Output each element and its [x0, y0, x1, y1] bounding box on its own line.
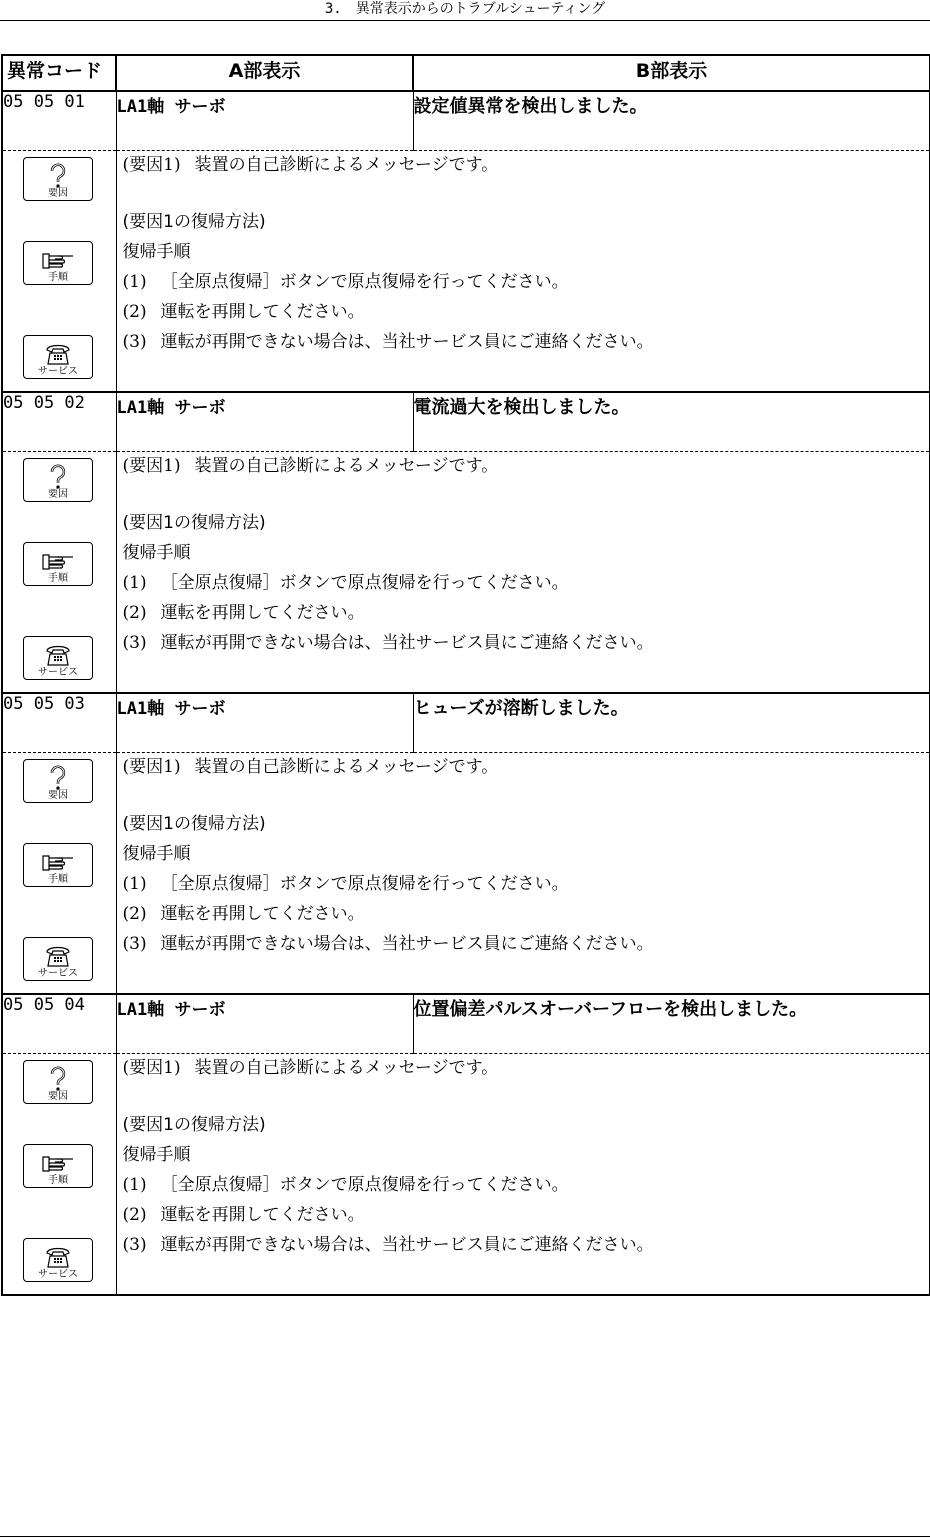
detail-text — [116, 1054, 930, 1296]
procedure-icon-label: 手順 — [48, 1175, 68, 1186]
procedure-heading: 復帰手順 — [122, 242, 191, 262]
icon-column — [2, 452, 116, 694]
detail-row — [2, 452, 930, 694]
detail-text — [116, 753, 930, 995]
step-1: (1) ［全原点復帰］ボタンで原点復帰を行ってください。 — [122, 573, 569, 593]
step-2: (2) 運転を再開してください。 — [122, 603, 365, 623]
b-display: 位置偏差パルスオーバーフローを検出しました。 — [413, 994, 930, 1054]
procedure-icon — [23, 542, 93, 586]
detail-text — [116, 452, 930, 694]
cause-icon — [23, 157, 93, 201]
icon-column — [2, 1054, 116, 1296]
procedure-icon-label: 手順 — [48, 573, 68, 584]
cause-icon-label: 要因 — [48, 790, 68, 801]
step-2: (2) 運転を再開してください。 — [122, 1205, 365, 1225]
service-icon-label: サービス — [38, 667, 78, 678]
icon-column — [2, 151, 116, 393]
service-icon — [23, 1238, 93, 1282]
procedure-icon — [23, 843, 93, 887]
step-1: (1) ［全原点復帰］ボタンで原点復帰を行ってください。 — [122, 1175, 569, 1195]
cause-line: (要因1) 装置の自己診断によるメッセージです。 — [122, 456, 499, 476]
step-2: (2) 運転を再開してください。 — [122, 904, 365, 924]
step-1: (1) ［全原点復帰］ボタンで原点復帰を行ってください。 — [122, 272, 569, 292]
step-3: (3) 運転が再開できない場合は、当社サービス員にご連絡ください。 — [122, 332, 654, 352]
a-display: LA1軸 サーボ — [116, 994, 413, 1054]
icon-column — [2, 753, 116, 995]
column-header-code: 異常コード — [2, 55, 116, 91]
a-display: LA1軸 サーボ — [116, 392, 413, 452]
cause-icon-label: 要因 — [48, 489, 68, 500]
service-icon-label: サービス — [38, 1269, 78, 1280]
recovery-method-heading: (要因1の復帰方法) — [122, 212, 266, 232]
cause-icon-label: 要因 — [48, 1091, 68, 1102]
error-code: 05 05 04 — [2, 994, 116, 1054]
detail-row — [2, 1054, 930, 1296]
procedure-heading: 復帰手順 — [122, 543, 191, 563]
step-2: (2) 運転を再開してください。 — [122, 302, 365, 322]
table-row — [2, 994, 930, 1054]
step-3: (3) 運転が再開できない場合は、当社サービス員にご連絡ください。 — [122, 934, 654, 954]
service-icon — [23, 937, 93, 981]
error-code: 05 05 02 — [2, 392, 116, 452]
cause-icon — [23, 1060, 93, 1104]
recovery-method-heading: (要因1の復帰方法) — [122, 814, 266, 834]
error-code-table — [1, 54, 930, 1296]
b-display: ヒューズが溶断しました。 — [413, 693, 930, 753]
page-header — [0, 0, 930, 21]
service-icon-label: サービス — [38, 968, 78, 979]
table-row — [2, 91, 930, 151]
step-1: (1) ［全原点復帰］ボタンで原点復帰を行ってください。 — [122, 874, 569, 894]
table-row — [2, 392, 930, 452]
cause-icon — [23, 458, 93, 502]
a-display: LA1軸 サーボ — [116, 91, 413, 151]
recovery-method-heading: (要因1の復帰方法) — [122, 1115, 266, 1135]
service-icon-label: サービス — [38, 366, 78, 377]
step-3: (3) 運転が再開できない場合は、当社サービス員にご連絡ください。 — [122, 1235, 654, 1255]
a-display: LA1軸 サーボ — [116, 693, 413, 753]
b-display: 設定値異常を検出しました。 — [413, 91, 930, 151]
error-code: 05 05 01 — [2, 91, 116, 151]
procedure-icon-label: 手順 — [48, 874, 68, 885]
page-title: 3. 異常表示からのトラブルシューティング — [324, 1, 606, 17]
procedure-icon — [23, 1144, 93, 1188]
cause-line: (要因1) 装置の自己診断によるメッセージです。 — [122, 1058, 499, 1078]
cause-icon-label: 要因 — [48, 188, 68, 199]
procedure-icon — [23, 241, 93, 285]
column-header-a: A部表示 — [116, 55, 413, 91]
cause-line: (要因1) 装置の自己診断によるメッセージです。 — [122, 155, 499, 175]
cause-icon — [23, 759, 93, 803]
footer-rule — [0, 1536, 930, 1537]
procedure-heading: 復帰手順 — [122, 1145, 191, 1165]
recovery-method-heading: (要因1の復帰方法) — [122, 513, 266, 533]
step-3: (3) 運転が再開できない場合は、当社サービス員にご連絡ください。 — [122, 633, 654, 653]
column-header-b: B部表示 — [413, 55, 930, 91]
cause-line: (要因1) 装置の自己診断によるメッセージです。 — [122, 757, 499, 777]
procedure-heading: 復帰手順 — [122, 844, 191, 864]
service-icon — [23, 636, 93, 680]
detail-row — [2, 753, 930, 995]
table-row — [2, 693, 930, 753]
service-icon — [23, 335, 93, 379]
b-display: 電流過大を検出しました。 — [413, 392, 930, 452]
detail-row — [2, 151, 930, 393]
table-header-row — [2, 55, 930, 91]
detail-text — [116, 151, 930, 393]
procedure-icon-label: 手順 — [48, 272, 68, 283]
error-code: 05 05 03 — [2, 693, 116, 753]
